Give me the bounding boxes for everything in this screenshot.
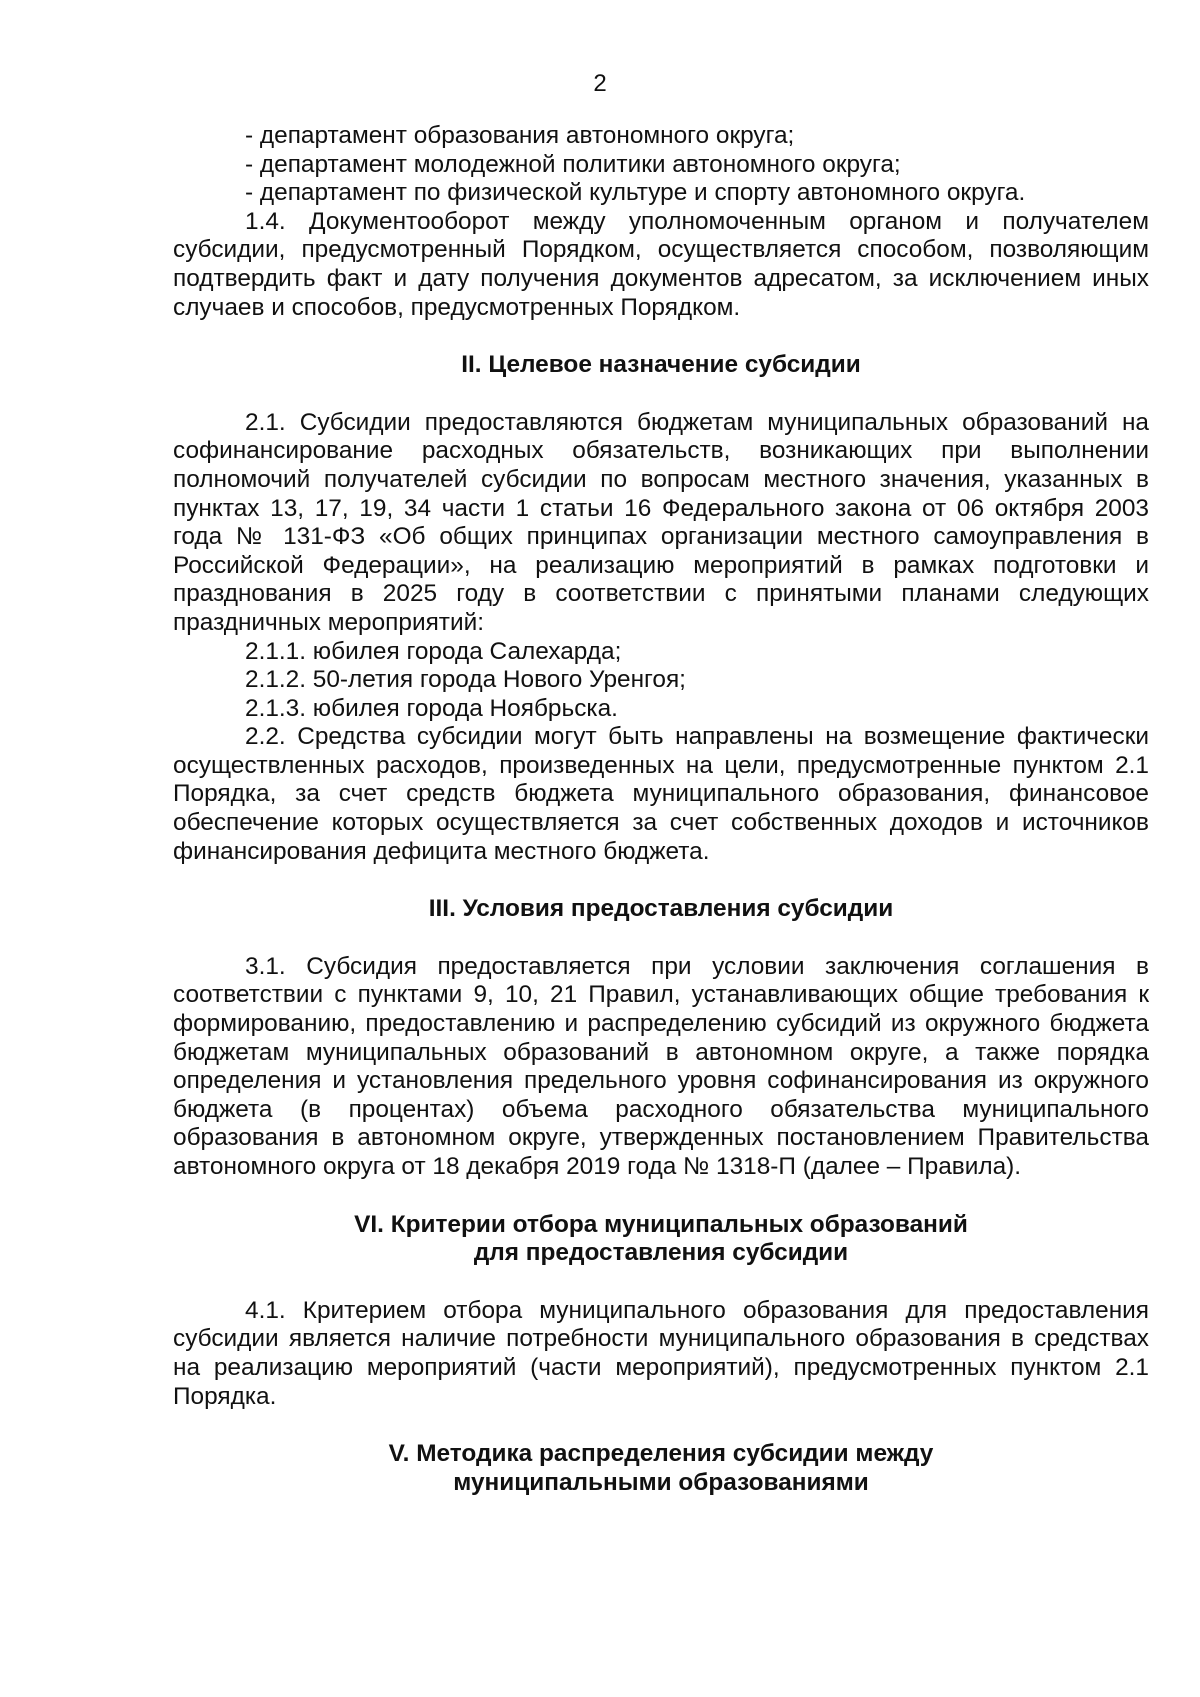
section-4-heading [173, 1211, 1149, 1268]
section-4-heading-line-2: для предоставления субсидии [473, 1239, 849, 1267]
section-3-heading: III. Условия предоставления субсидии [428, 895, 894, 923]
section-5-heading-line-2: муниципальными образованиями [453, 1468, 869, 1496]
section-2-heading: II. Целевое назначение субсидии [461, 351, 861, 379]
department-item: - департамент по физической культуре и спорту автономного округа. [245, 179, 1026, 207]
department-item: - департамент молодежной политики автономного округа; [245, 150, 901, 178]
section-5-heading-line-1: V. Методика распределения субсидии между [388, 1440, 934, 1468]
sub-item-2-1-3: 2.1.3. юбилея города Ноябрьска. [245, 694, 618, 722]
sub-item-2-1-1: 2.1.1. юбилея города Салехарда; [245, 637, 622, 665]
paragraph-2-2: 2.2. Средства субсидии могут быть направлены на возмещение фактически осуществленных расходов, произведенных на цели, предусмотренные пунктом 2.1 Порядка, за счет средств бюджета муниципального образования, финансовое обеспечение которых осуществляется за счет собственных доходов и источников финансирования дефицита местного бюджета. [173, 723, 1149, 865]
sub-item-2-1-2: 2.1.2. 50-летия города Нового Уренгоя; [245, 666, 686, 694]
paragraph-4-1: 4.1. Критерием отбора муниципального образования для предоставления субсидии является наличие потребности муниципального образования в средствах на реализацию мероприятий (части мероприятий), предусмотренных пунктом 2.1 Порядка. [173, 1296, 1149, 1410]
section-5-heading [173, 1440, 1149, 1497]
page-number: 2 [593, 70, 607, 97]
document-body [173, 122, 1149, 1497]
paragraph-2-1: 2.1. Субсидии предоставляются бюджетам муниципальных образований на софинансирование расходных обязательств, возникающих при выполнении полномочий получателей субсидии по вопросам местного значения, указанных в пунктах 13, 17, 19, 34 части 1 статьи 16 Федерального закона от 06 октября 2003 года № 131-ФЗ «Об общих принципах организации местного самоуправления в Российской Федерации», на реализацию мероприятий в рамках подготовки и празднования в 2025 году в соответствии с принятыми планами следующих праздничных мероприятий: [173, 408, 1149, 636]
paragraph-3-1: 3.1. Субсидия предоставляется при условии заключения соглашения в соответствии с пунктами 9, 10, 21 Правил, устанавливающих общие требования к формированию, предоставлению и распределению субсидий из окружного бюджета бюджетам муниципальных образований в автономном округе, а также порядка определения и установления предельного уровня софинансирования из окружного бюджета (в процентах) объема расходного обязательства муниципального образования в автономном округе, утвержденных постановлением Правительства автономного округа от 18 декабря 2019 года № 1318-П (далее – Правила). [173, 952, 1149, 1180]
department-item: - департамент образования автономного округа; [245, 122, 795, 149]
section-4-heading-line-1: VI. Критерии отбора муниципальных образований [354, 1210, 968, 1238]
paragraph-1-4: 1.4. Документооборот между уполномоченным органом и получателем субсидии, предусмотренный Порядком, осуществляется способом, позволяющим подтвердить факт и дату получения документов адресатом, за исключением иных случаев и способов, предусмотренных Порядком. [173, 207, 1149, 321]
